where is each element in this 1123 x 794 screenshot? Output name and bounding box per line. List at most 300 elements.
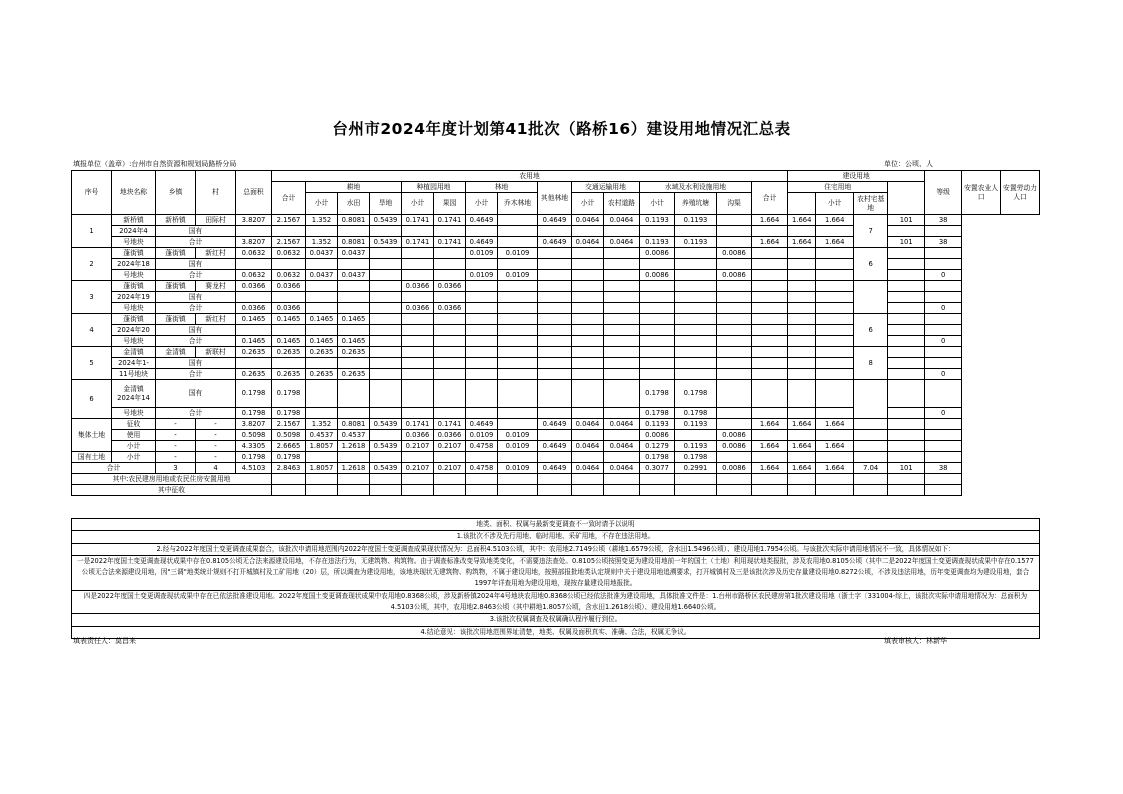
responsible-person: 填表责任人：莫昌来 [73, 637, 136, 645]
cell-water-small: 0.1193 [640, 215, 675, 226]
cell-seq: 6 [72, 380, 112, 419]
empty-cell [816, 325, 854, 336]
empty-cell [925, 226, 962, 237]
cell-plot: 征收 [112, 419, 156, 430]
cell-agri-total: 0.0366 [272, 303, 306, 314]
empty-cell [604, 259, 640, 270]
header-paddy: 水田 [338, 193, 370, 215]
cell-plant-small: 0.1741 [402, 419, 434, 430]
empty-cell [788, 347, 816, 358]
empty-cell [675, 347, 717, 358]
empty-cell [640, 485, 675, 496]
cell-total: 0.1798 [236, 452, 272, 463]
empty-cell [925, 485, 962, 496]
empty-cell [538, 314, 572, 325]
empty-cell [675, 369, 717, 380]
cell-orchard [434, 270, 466, 281]
empty-cell [572, 303, 604, 314]
empty-cell [752, 226, 788, 237]
cell-plant-small [402, 248, 434, 259]
empty-cell [604, 474, 640, 485]
empty-cell [788, 281, 816, 292]
empty-cell [434, 408, 466, 419]
empty-cell [752, 485, 788, 496]
cell-agri-total: 0.1798 [272, 452, 306, 463]
empty-cell [402, 485, 434, 496]
cell-village: 4 [196, 463, 236, 474]
header-forest: 林地 [466, 182, 538, 193]
empty-cell [338, 325, 370, 336]
cell-water-small: 0.1279 [640, 441, 675, 452]
empty-cell [788, 474, 816, 485]
empty-cell [498, 314, 538, 325]
empty-cell [816, 369, 854, 380]
cell-state-group: 国有土地 [72, 452, 112, 463]
empty-cell [498, 485, 538, 496]
cell-cul-small: 1.352 [306, 419, 338, 430]
cell-pond: 0.1193 [675, 441, 717, 452]
cell-water-small: 0.1798 [640, 408, 675, 419]
header-plant-small: 小计 [402, 193, 434, 215]
cell-plot: 2024年1- [112, 358, 156, 369]
cell-village: 新红村 [196, 314, 236, 325]
cell-plant-small: 0.2107 [402, 463, 434, 474]
empty-cell [572, 369, 604, 380]
empty-cell [717, 408, 752, 419]
cell-seq: 2 [72, 248, 112, 281]
cell-cul-small: 0.0437 [306, 270, 338, 281]
cell-homestead: 1.664 [816, 419, 854, 430]
table-row [72, 226, 1040, 237]
table-row [72, 248, 1040, 259]
empty-cell [434, 369, 466, 380]
cell-plant-small: 0.0366 [402, 430, 434, 441]
empty-cell [640, 303, 675, 314]
empty-cell [538, 325, 572, 336]
empty-cell [788, 358, 816, 369]
cell-collective-group: 集体土地 [72, 419, 112, 452]
header-cul-small: 小计 [306, 193, 338, 215]
empty-cell [538, 226, 572, 237]
cell-pond: 0.1798 [675, 380, 717, 408]
empty-cell [717, 303, 752, 314]
empty-cell [306, 358, 338, 369]
empty-cell [338, 303, 370, 314]
empty-cell [498, 347, 538, 358]
empty-cell [402, 314, 434, 325]
empty-cell [888, 452, 925, 463]
cell-con-total: 1.664 [752, 419, 788, 430]
cell-plot: 号地块 [112, 408, 156, 419]
empty-cell [466, 408, 498, 419]
cell-village: - [196, 441, 236, 452]
empty-cell [752, 259, 788, 270]
cell-dry: 0.5439 [370, 441, 402, 452]
cell-total: 4.3305 [236, 441, 272, 452]
empty-cell [572, 358, 604, 369]
note-item: 1.该批次不涉及先行用地、临时用地、采矿用地，不存在违法用地。 [72, 531, 1040, 543]
cell-plot: 号地块 [112, 303, 156, 314]
note-item: 4.结论意见：该批次用地范围界址清楚，地类、权属及面积真实、准确、合法，权属无争议。 [72, 626, 1040, 638]
empty-cell [925, 347, 962, 358]
empty-cell [640, 358, 675, 369]
empty-cell [370, 452, 402, 463]
cell-agri-total: 0.0632 [272, 270, 306, 281]
empty-cell [402, 358, 434, 369]
cell-paddy: 0.8081 [338, 215, 370, 226]
cell-arbor: 0.0109 [498, 463, 538, 474]
empty-cell [272, 292, 306, 303]
empty-cell [888, 270, 925, 281]
cell-total: 0.1798 [236, 408, 272, 419]
header-orchard: 果园 [434, 193, 466, 215]
table-row [72, 452, 1040, 463]
cell-village: 国有 [156, 325, 236, 336]
empty-cell [816, 474, 854, 485]
cell-town: - [156, 430, 196, 441]
header-arbor: 乔木林地 [498, 193, 538, 215]
empty-cell [888, 325, 925, 336]
table-row [72, 474, 1040, 485]
empty-cell [538, 281, 572, 292]
empty-cell [816, 408, 854, 419]
cell-ditch [717, 237, 752, 248]
empty-cell [236, 358, 272, 369]
header-agri-total: 合计 [272, 182, 306, 215]
cell-plot: 小计 [112, 452, 156, 463]
empty-cell [466, 474, 498, 485]
empty-cell [752, 270, 788, 281]
cell-total: 3.8207 [236, 215, 272, 226]
empty-cell [717, 474, 752, 485]
cell-agri-total: 2.6665 [272, 441, 306, 452]
empty-cell [572, 408, 604, 419]
empty-cell [717, 259, 752, 270]
empty-cell [752, 452, 788, 463]
cell-forest-small: 0.0109 [466, 248, 498, 259]
empty-cell [888, 485, 925, 496]
empty-cell [888, 281, 925, 292]
cell-cul-small: 0.4537 [306, 430, 338, 441]
header-transport: 交通运输用地 [572, 182, 640, 193]
cell-ditch: 0.0086 [717, 430, 752, 441]
empty-cell [572, 259, 604, 270]
empty-cell [402, 347, 434, 358]
cell-ditch: 0.0086 [717, 270, 752, 281]
empty-cell [640, 474, 675, 485]
table-row [72, 336, 1040, 347]
cell-grade: 6 [854, 248, 888, 281]
cell-resettle-labor: 38 [925, 215, 962, 226]
empty-cell [925, 452, 962, 463]
table-row [72, 369, 1040, 380]
empty-cell [538, 347, 572, 358]
cell-water-small: 0.0086 [640, 430, 675, 441]
header-res-small: 小计 [816, 193, 854, 215]
cell-village: - [196, 452, 236, 463]
empty-cell [752, 474, 788, 485]
empty-cell [306, 226, 338, 237]
empty-cell [306, 380, 338, 408]
empty-cell [498, 358, 538, 369]
cell-water-small: 0.1193 [640, 419, 675, 430]
empty-cell [572, 474, 604, 485]
empty-cell [675, 292, 717, 303]
cell-water-small: 0.1193 [640, 237, 675, 248]
cell-trans-small: 0.0464 [572, 215, 604, 226]
empty-cell [888, 358, 925, 369]
empty-cell [675, 358, 717, 369]
cell-town: 蓬街镇 [156, 281, 196, 292]
empty-cell [434, 314, 466, 325]
cell-total: 4.5103 [236, 463, 272, 474]
cell-village: 合计 [156, 237, 236, 248]
empty-cell [370, 303, 402, 314]
cell-plot: 号地块 [112, 270, 156, 281]
cell-dry [370, 248, 402, 259]
cell-plot: 金清镇 [112, 347, 156, 358]
empty-cell [604, 314, 640, 325]
cell-pond: 0.1193 [675, 237, 717, 248]
cell-con-total: 1.664 [752, 463, 788, 474]
empty-cell [640, 259, 675, 270]
empty-cell [604, 292, 640, 303]
table-row [72, 314, 1040, 325]
cell-village: 新红村 [196, 248, 236, 259]
empty-cell [640, 314, 675, 325]
cell-orchard: 0.0366 [434, 430, 466, 441]
table-row [72, 270, 1040, 281]
note-item: 四是2022年度国土变更调查现状成果中存在已依法批准建设用地。2022年度国土变更调查现状成果中农用地0.8368公顷，涉及新桥镇2024年4号地块农用地0.8368公顷已经依法批准为建设用地，具体批准文件是：1.台州市路桥区农民建房第1批次建设用地（浙土字〔331004-综上，该批次实际申请用地情况为：总面积为4.5103公顷，其中，农用地2.8463公顷（其中耕地1.8057公顷，含水田1.2618公顷）、建设用地1.6640公顷。 [72, 590, 1040, 614]
cell-water-small: 0.0086 [640, 248, 675, 259]
table-row [72, 259, 1040, 270]
cell-water-small: 0.0086 [640, 270, 675, 281]
empty-cell [640, 226, 675, 237]
cell-total: 0.1798 [236, 380, 272, 408]
cell-con-total: 1.664 [752, 441, 788, 452]
cell-pond: 0.1193 [675, 215, 717, 226]
header-residential: 住宅用地 [788, 182, 888, 193]
empty-cell [466, 226, 498, 237]
cell-agri-total: 0.1465 [272, 336, 306, 347]
empty-cell [752, 325, 788, 336]
empty-cell [434, 380, 466, 408]
cell-res-small: 1.664 [788, 215, 816, 226]
cell-cul-small: 1.352 [306, 215, 338, 226]
empty-cell [816, 336, 854, 347]
cell-total: 3.8207 [236, 419, 272, 430]
cell-forest-small: 0.4649 [466, 215, 498, 226]
header-rural-road: 农村道路 [604, 193, 640, 215]
empty-cell [640, 292, 675, 303]
header-grade: 等级 [925, 171, 962, 215]
empty-cell [370, 369, 402, 380]
cell-plant-small [402, 270, 434, 281]
cell-orchard: 0.1741 [434, 215, 466, 226]
cell-orchard: 0.1741 [434, 237, 466, 248]
empty-cell [888, 369, 925, 380]
empty-cell [604, 336, 640, 347]
empty-cell [788, 325, 816, 336]
empty-cell [752, 303, 788, 314]
empty-cell [854, 419, 888, 430]
empty-cell [466, 347, 498, 358]
header-plantation: 种植园用地 [402, 182, 466, 193]
empty-cell [788, 292, 816, 303]
empty-cell [572, 314, 604, 325]
empty-cell [640, 325, 675, 336]
cell-village: - [196, 419, 236, 430]
cell-total: 3.8207 [236, 237, 272, 248]
empty-cell [717, 226, 752, 237]
empty-cell [788, 452, 816, 463]
empty-cell [498, 452, 538, 463]
table-row [72, 347, 1040, 358]
empty-cell [370, 380, 402, 408]
note-item: 2.经与2022年度国土变更调查成果套合，该批次申请用地范围内2022年度国土变更调查成果现状情况为：总面积4.5103公顷，其中：农用地2.7149公顷（耕地1.6579公顷，含水田1.5496公顷）、建设用地1.7954公顷。与该批次实际申请用地情况不一致，具体情况如下： [72, 543, 1040, 555]
cell-resettle-labor: 0 [925, 408, 962, 419]
cell-village: 合计 [156, 336, 236, 347]
empty-cell [675, 325, 717, 336]
empty-cell [925, 441, 962, 452]
header-homestead: 农村宅基地 [854, 193, 888, 215]
cell-total: 0.0366 [236, 303, 272, 314]
table-row [72, 237, 1040, 248]
cell-other-forest: 0.4649 [538, 237, 572, 248]
cell-resettle-agri: 101 [888, 463, 925, 474]
empty-cell [640, 336, 675, 347]
empty-cell [675, 281, 717, 292]
empty-cell [466, 358, 498, 369]
cell-ditch: 0.0086 [717, 248, 752, 259]
cell-plot: 金清镇 2024年14 [112, 380, 156, 408]
cell-other-forest: 0.4649 [538, 441, 572, 452]
cell-agri-total: 2.1567 [272, 237, 306, 248]
empty-cell [675, 485, 717, 496]
cell-other-forest: 0.4649 [538, 215, 572, 226]
empty-cell [306, 325, 338, 336]
cell-total: 0.0632 [236, 248, 272, 259]
empty-cell [370, 281, 402, 292]
cell-plot: 新桥镇 [112, 215, 156, 226]
cell-plot: 小计 [112, 441, 156, 452]
empty-cell [604, 485, 640, 496]
cell-water-small: 0.1798 [640, 380, 675, 408]
cell-resettle-agri: 101 [888, 237, 925, 248]
cell-trans-small: 0.0464 [572, 237, 604, 248]
cell-homestead: 1.664 [816, 215, 854, 226]
empty-cell [788, 369, 816, 380]
empty-cell [925, 358, 962, 369]
cell-plot: 蓬街镇 [112, 248, 156, 259]
empty-cell [370, 336, 402, 347]
header-agri: 农用地 [272, 171, 788, 182]
empty-cell [538, 259, 572, 270]
cell-total: 0.2635 [236, 369, 272, 380]
empty-cell [752, 281, 788, 292]
empty-cell [788, 226, 816, 237]
empty-cell [604, 452, 640, 463]
cell-paddy: 0.8081 [338, 419, 370, 430]
cell-orchard: 0.0366 [434, 303, 466, 314]
cell-orchard [434, 248, 466, 259]
empty-cell [925, 292, 962, 303]
empty-cell [925, 248, 962, 259]
header-village: 村 [196, 171, 236, 215]
cell-plot: 蓬街镇 [112, 314, 156, 325]
empty-cell [370, 358, 402, 369]
empty-cell [338, 380, 370, 408]
header-total: 总面积 [236, 171, 272, 215]
empty-cell [498, 292, 538, 303]
header-trans-small: 小计 [572, 193, 604, 215]
empty-cell [925, 281, 962, 292]
cell-pond: 0.1798 [675, 452, 717, 463]
empty-cell [370, 474, 402, 485]
empty-cell [888, 347, 925, 358]
table-row [72, 430, 1040, 441]
cell-rural-road: 0.0464 [604, 215, 640, 226]
empty-cell [466, 314, 498, 325]
empty-cell [788, 303, 816, 314]
empty-cell [572, 281, 604, 292]
cell-resettle-labor: 0 [925, 303, 962, 314]
header-dry: 旱地 [370, 193, 402, 215]
empty-cell [572, 226, 604, 237]
empty-cell [402, 259, 434, 270]
cell-plot: 号地块 [112, 237, 156, 248]
empty-cell [466, 485, 498, 496]
empty-cell [854, 474, 888, 485]
cell-village: 国有 [156, 259, 236, 270]
empty-cell [306, 408, 338, 419]
cell-orchard: 0.1741 [434, 419, 466, 430]
empty-cell [854, 441, 888, 452]
empty-cell [854, 430, 888, 441]
empty-cell [306, 281, 338, 292]
cell-village: 国有 [156, 226, 236, 237]
cell-total: 0.2635 [236, 347, 272, 358]
empty-cell [538, 358, 572, 369]
empty-cell [854, 485, 888, 496]
empty-cell [604, 347, 640, 358]
table-row [72, 292, 1040, 303]
cell-agri-total: 2.1567 [272, 419, 306, 430]
empty-cell [788, 408, 816, 419]
empty-cell [306, 474, 338, 485]
empty-cell [604, 408, 640, 419]
empty-cell [675, 259, 717, 270]
empty-cell [498, 325, 538, 336]
header-cultivated: 耕地 [306, 182, 402, 193]
cell-total: 0.0632 [236, 270, 272, 281]
cell-plant-small: 0.1741 [402, 215, 434, 226]
empty-cell [370, 325, 402, 336]
empty-cell [888, 248, 925, 259]
cell-orchard: 0.2107 [434, 463, 466, 474]
empty-cell [498, 303, 538, 314]
empty-cell [816, 226, 854, 237]
empty-cell [434, 226, 466, 237]
cell-arbor: 0.0109 [498, 430, 538, 441]
empty-cell [466, 259, 498, 270]
cell-pond [675, 270, 717, 281]
cell-village: 新联村 [196, 347, 236, 358]
empty-cell [888, 419, 925, 430]
table-row [72, 419, 1040, 430]
cell-village: 合计 [156, 408, 236, 419]
cell-water-small: 0.1798 [640, 452, 675, 463]
